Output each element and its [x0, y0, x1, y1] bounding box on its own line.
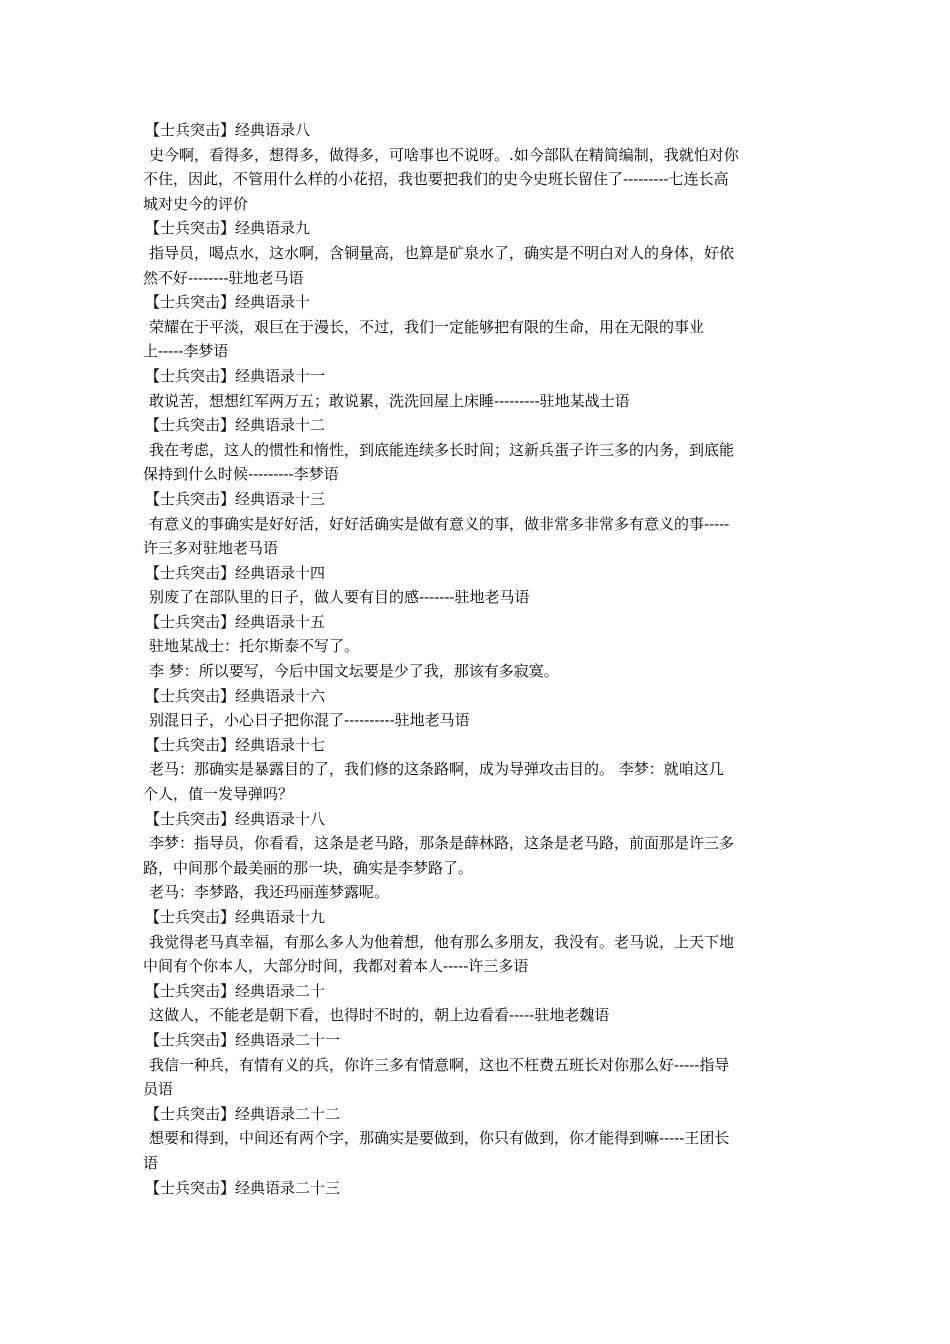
paragraph-line: 别废了在部队里的日子，做人要有目的感-------驻地老马语 [149, 588, 530, 607]
section-heading: 【士兵突击】经典语录十 [145, 293, 311, 312]
document-page [143, 118, 811, 1200]
paragraph-line: 指导员，喝点水，这水啊，含铜量高，也算是矿泉水了，确实是不明白对人的身体，好依 [149, 243, 735, 262]
section-heading: 【士兵突击】经典语录十四 [145, 563, 326, 582]
paragraph-line: 上-----李梦语 [143, 342, 229, 361]
paragraph-line: 想要和得到，中间还有两个字，那确实是要做到，你只有做到，你才能得到嘛-----王团长 [149, 1129, 730, 1148]
section-heading: 【士兵突击】经典语录二十一 [145, 1030, 341, 1049]
paragraph-line: 城对史今的评价 [143, 194, 249, 213]
section-heading: 【士兵突击】经典语录八 [145, 121, 311, 139]
paragraph-line: 老马：李梦路，我还玛丽莲梦露呢。 [149, 883, 390, 902]
paragraph-line: 许三多对驻地老马语 [143, 539, 279, 558]
section-heading: 【士兵突击】经典语录二十三 [145, 1178, 341, 1197]
paragraph-line: 我信一种兵，有情有义的兵，你许三多有情意啊，这也不枉费五班长对你那么好-----指导 [149, 1055, 730, 1074]
paragraph-line: 然不好--------驻地老马语 [143, 268, 304, 287]
paragraph-line: 李 梦：所以要写，今后中国文坛要是少了我，那该有多寂寞。 [149, 662, 559, 681]
paragraph-line: 荣耀在于平淡，艰巨在于漫长，不过，我们一定能够把有限的生命，用在无限的事业 [149, 317, 705, 336]
paragraph-line: 中间有个你本人，大部分时间，我都对着本人-----许三多语 [143, 957, 529, 976]
paragraph-line: 驻地某战士：托尔斯泰不写了。 [149, 637, 360, 656]
paragraph-line: 史今啊，看得多，想得多，做得多，可啥事也不说呀。.如今部队在精简编制，我就怕对你 [149, 145, 739, 164]
section-heading: 【士兵突击】经典语录十五 [145, 612, 326, 631]
paragraph-line: 李梦：指导员，你看看，这条是老马路，那条是薛林路，这条是老马路，前面那是许三多 [149, 834, 735, 853]
paragraph-line: 我觉得老马真幸福，有那么多人为他着想，他有那么多朋友，我没有。老马说，上天下地 [149, 932, 735, 951]
section-heading: 【士兵突击】经典语录十一 [145, 366, 326, 385]
paragraph-line: 这做人，不能老是朝下看，也得时不时的，朝上边看看-----驻地老魏语 [149, 1006, 610, 1025]
section-heading: 【士兵突击】经典语录九 [145, 219, 311, 238]
paragraph-line: 老马：那确实是暴露目的了，我们修的这条路啊，成为导弹攻击目的。 李梦：就咱这几 [149, 760, 724, 779]
section-heading: 【士兵突击】经典语录十六 [145, 686, 326, 705]
paragraph-line: 敢说苦，想想红军两万五；敢说累，洗洗回屋上床睡---------驻地某战士语 [149, 391, 630, 410]
paragraph-line: 路，中间那个最美丽的那一块，确实是李梦路了。 [143, 858, 474, 877]
section-heading: 【士兵突击】经典语录十九 [145, 908, 326, 926]
paragraph-line: 保持到什么时候---------李梦语 [143, 465, 339, 484]
paragraph-line: 有意义的事确实是好好活，好好活确实是做有意义的事，做非常多非常多有意义的事----- [149, 514, 730, 533]
section-heading: 【士兵突击】经典语录二十二 [145, 1104, 341, 1123]
paragraph-line: 别混日子，小心日子把你混了----------驻地老马语 [149, 711, 470, 730]
section-heading: 【士兵突击】经典语录十二 [145, 416, 326, 435]
paragraph-line: 个人，值一发导弹吗？ [143, 785, 294, 804]
paragraph-line: 不住，因此，不管用什么样的小花招，我也要把我们的史今史班长留住了---------七连长高 [143, 170, 729, 189]
section-heading: 【士兵突击】经典语录十三 [145, 489, 326, 508]
paragraph-line: 员语 [143, 1080, 174, 1099]
paragraph-line: 我在考虑，这人的惯性和惰性，到底能连续多长时间；这新兵蛋子许三多的内务，到底能 [149, 440, 735, 459]
section-heading: 【士兵突击】经典语录二十 [145, 981, 326, 1000]
section-heading: 【士兵突击】经典语录十七 [145, 735, 326, 754]
section-heading: 【士兵突击】经典语录十八 [145, 809, 326, 828]
paragraph-line: 语 [143, 1153, 159, 1172]
